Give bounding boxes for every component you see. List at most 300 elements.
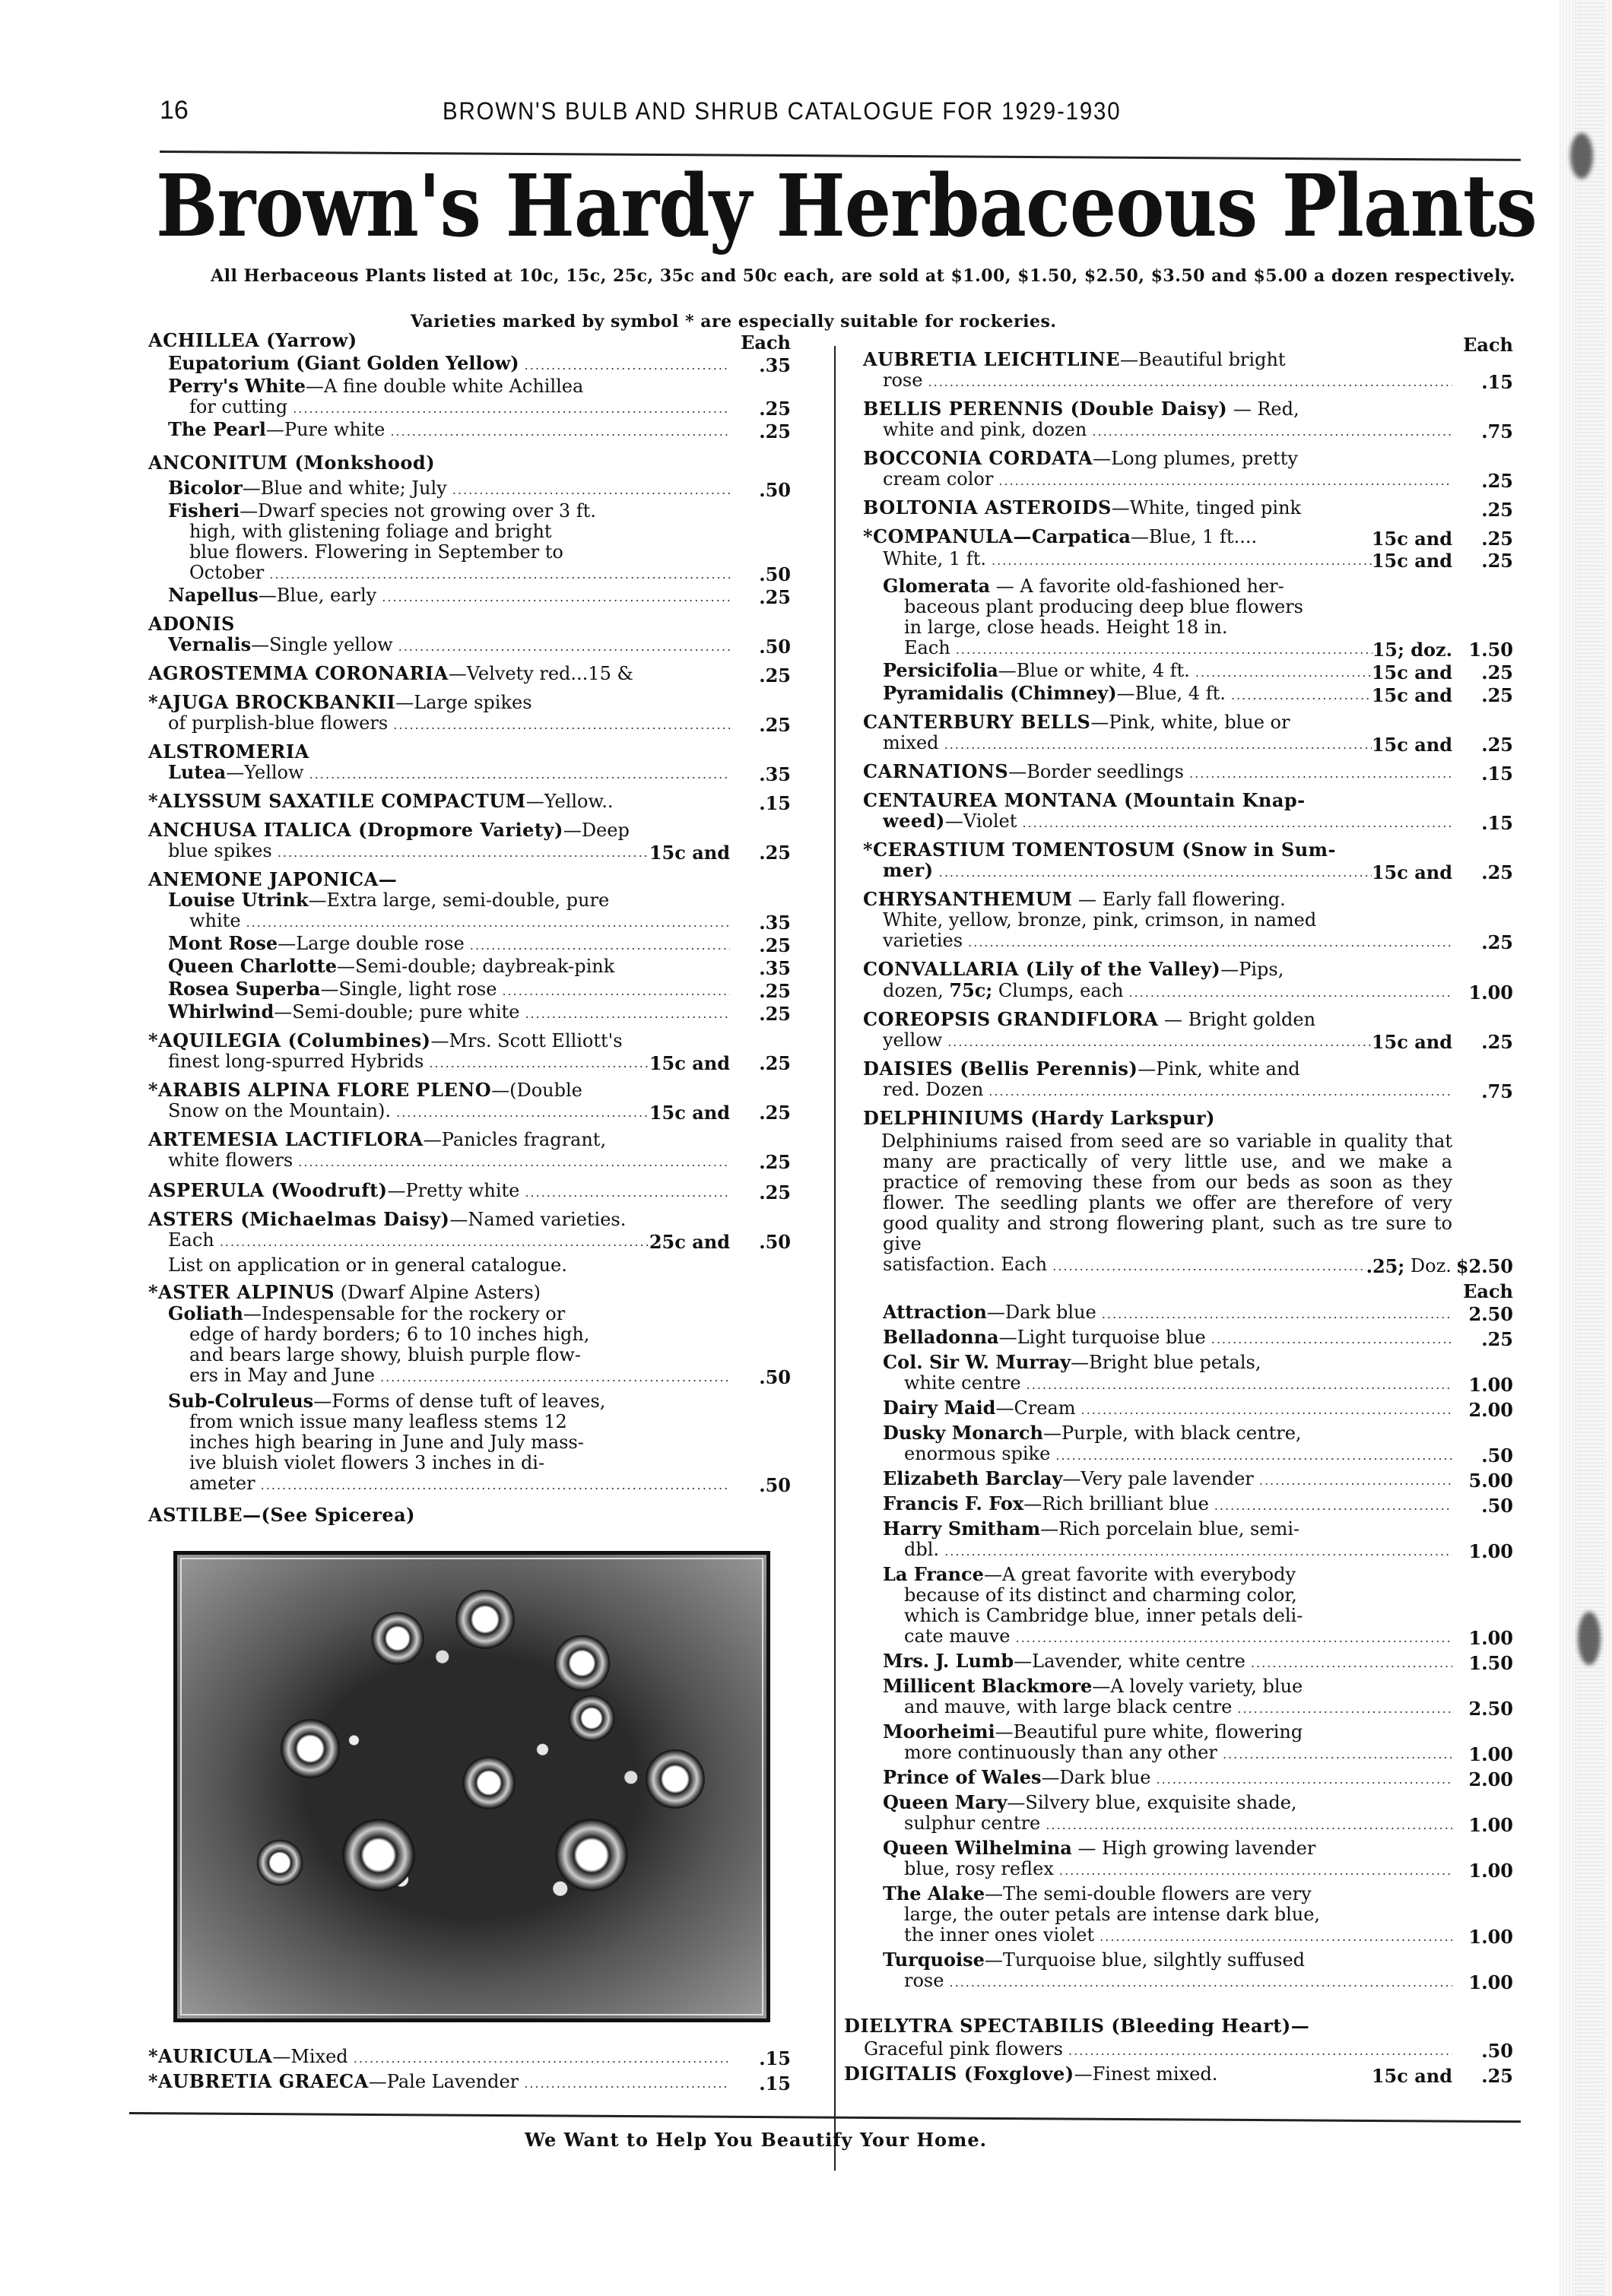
price: .25 — [759, 842, 791, 864]
list-item-cont — [148, 1365, 791, 1387]
list-item — [863, 1327, 1513, 1349]
list-item — [148, 353, 791, 376]
section-alyssum — [148, 791, 791, 813]
variety-desc: —Long plumes, pretty — [1093, 448, 1298, 469]
scan-blot — [1570, 133, 1593, 179]
list-item-cont — [148, 1473, 791, 1495]
variety-name: Louise Utrink — [168, 889, 309, 911]
variety-desc: sulphur centre ..... — [904, 1813, 1452, 1835]
variety-desc: —Silvery blue, exquisite shade, — [1007, 1792, 1297, 1813]
section-anchusa — [148, 820, 791, 863]
list-item — [148, 477, 791, 500]
list-item-cont — [863, 860, 1513, 883]
list-item — [863, 1651, 1513, 1673]
variety-desc: Graceful pink flowers ..... — [864, 2038, 1452, 2063]
delphinium-varieties — [863, 1302, 1513, 1993]
price-alt: 15c and — [649, 1052, 730, 1074]
variety-name: Lutea — [168, 762, 227, 783]
price-alt: 15c and — [1371, 734, 1452, 756]
variety-name: Francis F. Fox — [883, 1493, 1024, 1514]
variety-name: Dusky Monarch — [883, 1422, 1043, 1444]
variety-desc: —Blue or white, 4 ft. — [998, 660, 1190, 681]
price: .15 — [1481, 763, 1513, 785]
variety-desc: —Turquoise blue, silghtly suffused — [984, 1949, 1306, 1971]
genus-heading: CENTAUREA MONTANA (Mountain Knap- — [863, 789, 1306, 811]
variety-desc: large, the outer petals are intense dark blue, — [904, 1904, 1321, 1925]
variety-name: Belladonna — [883, 1327, 999, 1348]
scan-blot — [1578, 1612, 1601, 1665]
genus-heading: BOLTONIA ASTEROIDS — [863, 497, 1112, 519]
variety-desc: —Lavender, white centre — [1014, 1651, 1245, 1672]
variety-desc: —Pink, white and — [1138, 1058, 1300, 1080]
variety-desc: White, 1 ft. ..... — [883, 549, 1372, 571]
variety-desc: —A fine double white Achillea — [306, 376, 584, 397]
genus-heading: DIGITALIS (Foxglove) — [844, 2063, 1074, 2085]
list-item — [148, 890, 791, 911]
variety-name: Mrs. J. Lumb — [883, 1651, 1014, 1672]
list-item — [148, 1001, 791, 1024]
list-item — [148, 1303, 791, 1324]
footer-slogan: We Want to Help You Beautify Your Home. — [525, 2129, 988, 2151]
section-anconitum — [148, 452, 791, 607]
price: .25 — [1481, 931, 1513, 953]
section-bocconia — [863, 448, 1513, 491]
section-cerastium — [863, 839, 1513, 883]
list-item — [863, 526, 1513, 549]
genus-heading: ANEMONE JAPONICA— — [148, 868, 398, 890]
list-item — [148, 376, 791, 397]
price: .50 — [1481, 1495, 1513, 1517]
variety-desc: —Extra large, semi-double, pure — [308, 890, 610, 911]
list-item — [148, 956, 791, 978]
price-alt: 15c and — [1371, 528, 1452, 550]
price: .50 — [759, 636, 791, 658]
right-bottom-list — [844, 2015, 1513, 2088]
variety-desc: —Yellow — [226, 762, 304, 783]
each-label: Each — [741, 331, 791, 354]
variety-desc: —Pure white — [265, 419, 386, 440]
section-achillea-header — [148, 330, 791, 353]
price: 1.00 — [1468, 1540, 1513, 1562]
section-chrysanthemum — [863, 889, 1513, 953]
price: .25 — [1481, 861, 1513, 883]
genus-heading: ALSTROMERIA — [148, 740, 309, 763]
variety-name: The Pearl — [168, 419, 266, 440]
price: .15 — [759, 792, 791, 814]
list-item — [863, 1676, 1513, 1719]
price: .25 — [1481, 499, 1513, 521]
variety-desc: —Large double rose — [278, 933, 465, 954]
subtitle: All Herbaceous Plants listed at 10c, 15c, 25c, 35c and 50c each, are sold at $1.00, $1.50, $2.50, $3.50 and $5.00 a dozen respectively. — [211, 266, 1515, 286]
section-ajuga — [148, 692, 791, 735]
section-aubretia-leichtline — [863, 349, 1513, 392]
variety-desc: ameter ..... — [189, 1473, 730, 1495]
variety-desc: Clumps, each — [992, 980, 1124, 1001]
price: .25 — [1481, 550, 1513, 572]
variety-desc: —Rich porcelain blue, semi- — [1040, 1518, 1300, 1540]
price: 1.00 — [1468, 1971, 1513, 1993]
variety-desc: —Semi-double; pure white — [274, 1001, 520, 1023]
price: .25 — [759, 1102, 791, 1124]
price: .75 — [1481, 1080, 1513, 1102]
genus-heading: *COMPANULA— — [863, 526, 1032, 547]
genus-heading: CANTERBURY BELLS — [863, 711, 1091, 733]
list-item — [863, 549, 1513, 571]
section-delphiniums — [863, 1108, 1513, 1993]
genus-heading: ASPERULA (Woodruft) — [148, 1180, 388, 1201]
section-coreopsis — [863, 1009, 1513, 1052]
variety-name: Harry Smitham — [883, 1517, 1041, 1540]
variety-name: Col. Sir W. Murray — [883, 1351, 1071, 1373]
variety-name: Rosea Superba — [168, 978, 321, 1000]
section-agrostemma — [148, 663, 791, 686]
genus-heading: ANCONITUM (Monkshood) — [148, 452, 436, 474]
variety-desc: dozen, — [883, 980, 950, 1001]
page-header — [160, 96, 1513, 141]
price: 1.00 — [1468, 1743, 1513, 1765]
price: 1.00 — [1468, 1860, 1513, 1882]
variety-name: Persicifolia — [883, 660, 998, 681]
price: 2.50 — [1468, 1303, 1513, 1325]
variety-name: Turquoise — [883, 1949, 985, 1971]
variety-desc: —Dark blue — [986, 1302, 1096, 1323]
variety-desc: —Violet — [944, 810, 1017, 832]
list-item-cont — [863, 420, 1513, 442]
variety-desc: varieties ..... — [883, 931, 1452, 953]
price-alt: 15c and — [1371, 661, 1452, 683]
list-item — [148, 634, 791, 657]
variety-name: The Alake — [883, 1882, 985, 1904]
variety-desc: —Blue, early — [258, 585, 377, 606]
variety-desc: which is Cambridge blue, inner petals deli- — [904, 1605, 1303, 1626]
variety-name: Pyramidalis (Chimney) — [883, 683, 1117, 704]
variety-desc: —Light turquoise blue — [998, 1327, 1206, 1348]
price-doz: $2.50 — [1455, 1255, 1513, 1277]
variety-name: Vernalis — [168, 634, 252, 655]
genus-heading-cont: mer) — [883, 860, 934, 881]
price: 5.00 — [1468, 1470, 1513, 1492]
genus-heading: DIELYTRA SPECTABILIS (Bleeding Heart)— — [844, 2015, 1310, 2037]
price-alt: 15c and — [1371, 684, 1452, 706]
genus-heading: AGROSTEMMA CORONARIA — [148, 663, 449, 684]
variety-desc: —Finest mixed. — [1074, 2063, 1218, 2085]
left-column — [148, 330, 791, 1525]
variety-name: La France — [883, 1563, 984, 1585]
variety-desc: —Deep — [563, 820, 630, 841]
variety-desc: inches high bearing in June and July mass- — [189, 1432, 584, 1453]
variety-desc: — Bright golden — [1158, 1009, 1316, 1030]
price: .25 — [1481, 734, 1513, 756]
variety-desc: —Mrs. Scott Elliott's — [430, 1030, 623, 1051]
genus-heading: *ARABIS ALPINA FLORE PLENO — [148, 1079, 492, 1101]
variety-desc: and bears large showy, bluish purple flow- — [189, 1344, 581, 1365]
price: .25 — [1481, 470, 1513, 492]
variety-name: Perry's White — [168, 375, 306, 397]
delphinium-intro: Delphiniums raised from seed are so variable in quality that many are practically of very little use, and we make a practice of removing these from our beds as soon as they flower. The seedling plants we offer are therefore of very good quality and strong flowering plant, such as tre sure to give — [881, 1131, 1452, 1254]
list-item-cont — [863, 810, 1513, 833]
genus-heading: *AJUGA BROCKBANKII — [148, 691, 396, 713]
genus-note: (Dwarf Alpine Asters) — [340, 1282, 541, 1303]
price: .25 — [759, 980, 791, 1002]
variety-desc: Snow on the Mountain). ..... — [168, 1101, 649, 1123]
list-item — [148, 500, 791, 522]
genus-heading: CONVALLARIA (Lily of the Valley) — [863, 958, 1221, 980]
genus-heading: BELLIS PERENNIS (Double Daisy) — [863, 398, 1228, 420]
list-item — [863, 1422, 1513, 1466]
variety-name: Fisheri — [168, 499, 240, 522]
running-head: BROWN'S BULB AND SHRUB CATALOGUE FOR 1929-1930 — [443, 97, 1122, 125]
price: 2.00 — [1468, 1399, 1513, 1421]
list-item-cont — [863, 931, 1513, 953]
list-item-cont — [863, 638, 1513, 660]
genus-heading: DELPHINIUMS (Hardy Larkspur) — [863, 1107, 1216, 1129]
variety-name: Dairy Maid — [883, 1397, 996, 1419]
delphinium-intro-price — [863, 1254, 1513, 1276]
price: .25 — [759, 1151, 791, 1173]
price: 1.00 — [1468, 1926, 1513, 1948]
list-item-cont — [148, 1230, 791, 1252]
list-item-cont — [148, 1051, 791, 1073]
variety-desc: cream color ..... — [883, 469, 1452, 491]
genus-heading: ASTERS (Michaelmas Daisy) — [148, 1208, 450, 1230]
price: .25 — [1481, 1031, 1513, 1053]
variety-desc: —Cream — [995, 1397, 1076, 1419]
list-item — [148, 933, 791, 956]
price: .50 — [759, 1366, 791, 1388]
variety-name: Glomerata — [883, 575, 991, 597]
section-arabis — [148, 1080, 791, 1123]
price-alt: 15c and — [1371, 861, 1452, 883]
variety-desc: —Single yellow — [251, 634, 393, 655]
variety-desc: —Dark blue — [1041, 1767, 1151, 1788]
genus-heading: ACHILLEA (Yarrow) — [148, 330, 357, 351]
price: .35 — [759, 354, 791, 376]
variety-name: Carpatica — [1031, 526, 1131, 547]
section-anemone — [148, 869, 791, 1024]
column-divider — [834, 346, 836, 2171]
variety-name: Eupatorium (Giant Golden Yellow) — [168, 353, 519, 374]
variety-desc: blue, rosy reflex ..... — [904, 1859, 1452, 1881]
list-item — [148, 762, 791, 785]
section-alstromeria — [148, 741, 791, 785]
variety-desc: —Large spikes — [395, 692, 532, 713]
price-alt: 15; doz. — [1372, 639, 1452, 661]
variety-desc: —Mixed — [272, 2046, 348, 2067]
variety-desc: of purplish-blue flowers ..... — [168, 713, 730, 735]
genus-heading: *AQUILEGIA (Columbines) — [148, 1029, 431, 1051]
variety-name: Prince of Wales — [883, 1767, 1042, 1788]
price: 1.00 — [1468, 1627, 1513, 1649]
list-item — [863, 1767, 1513, 1790]
scan-edge — [1559, 0, 1612, 2296]
price: 2.00 — [1468, 1768, 1513, 1790]
section-astilbe: ASTILBE—(See Spicerea) — [148, 1504, 416, 1526]
section-digitalis — [844, 2063, 1513, 2088]
variety-name: Attraction — [883, 1302, 987, 1323]
genus-heading: ADONIS — [148, 613, 235, 635]
genus-heading-cont: weed) — [883, 810, 945, 832]
list-item — [863, 1493, 1513, 1516]
variety-desc: —Forms of dense tuft of leaves, — [313, 1391, 606, 1412]
price-alt: 15c and — [1371, 550, 1452, 572]
left-bottom-list — [148, 2045, 791, 2095]
list-item-cont — [148, 1101, 791, 1123]
price: .25 — [759, 1181, 791, 1203]
genus-heading: *CERASTIUM TOMENTOSUM (Snow in Sum- — [863, 839, 1337, 861]
genus-heading: CARNATIONS — [863, 761, 1009, 782]
variety-desc: white ..... — [189, 911, 730, 933]
section-centaurea — [863, 790, 1513, 833]
section-auricula — [148, 2045, 791, 2070]
list-item — [148, 1391, 791, 1412]
list-item — [148, 978, 791, 1001]
variety-desc: —Pink, white, blue or — [1090, 712, 1290, 733]
price: .25 — [759, 934, 791, 956]
variety-desc: — High growing lavender — [1071, 1838, 1316, 1859]
variety-name: Sub-Colruleus — [168, 1390, 314, 1412]
price: 1.00 — [1468, 1814, 1513, 1836]
variety-desc: satisfaction. Each ..... — [883, 1254, 1366, 1276]
variety-desc: blue flowers. Flowering in September to — [189, 541, 563, 563]
genus-heading: *AURICULA — [148, 2045, 273, 2067]
price: .25 — [759, 1003, 791, 1025]
variety-desc: white centre ..... — [904, 1373, 1452, 1395]
section-carnations — [863, 761, 1513, 784]
variety-desc: more continuously than any other ..... — [904, 1743, 1452, 1765]
price: .25 — [759, 1052, 791, 1074]
section-daisies — [863, 1058, 1513, 1102]
price-alt: 15c and — [649, 842, 730, 864]
variety-desc: from wnich issue many leafless stems 12 — [189, 1411, 567, 1432]
page-number: 16 — [160, 96, 189, 125]
section-asperula — [148, 1180, 791, 1203]
price: .35 — [759, 763, 791, 785]
variety-desc: —Bright blue petals, — [1071, 1352, 1261, 1373]
variety-desc: —Single, light rose — [320, 978, 497, 1000]
variety-name: Moorheimi — [883, 1720, 995, 1743]
variety-desc: —Very pale lavender — [1062, 1468, 1254, 1489]
variety-name: Goliath — [168, 1302, 243, 1324]
list-item — [863, 1721, 1513, 1765]
variety-desc: — Red, — [1227, 398, 1299, 420]
price: .25 — [1481, 661, 1513, 683]
price: .50 — [1481, 1445, 1513, 1467]
variety-desc: White, yellow, bronze, pink, crimson, in named — [883, 909, 1317, 931]
price: .25 — [759, 714, 791, 736]
variety-desc: rose ..... — [904, 1971, 1452, 1993]
list-item-cont — [863, 1080, 1513, 1102]
variety-name: Bicolor — [168, 477, 243, 499]
variety-desc: —A lovely variety, blue — [1092, 1676, 1303, 1697]
variety-desc: —Blue and white; July — [242, 477, 447, 499]
section-adonis — [148, 614, 791, 657]
price: 2.50 — [1468, 1698, 1513, 1720]
flower-cluster-image — [185, 1562, 759, 2011]
variety-name: Millicent Blackmore — [883, 1675, 1093, 1697]
section-canterbury — [863, 712, 1513, 755]
variety-name: Elizabeth Barclay — [883, 1468, 1063, 1489]
doz-label: Doz. — [1410, 1255, 1452, 1276]
variety-desc: — Early fall flowering. — [1072, 889, 1286, 910]
variety-name: Queen Mary — [883, 1791, 1008, 1813]
variety-desc: finest long-spurred Hybrids ..... — [168, 1051, 649, 1073]
variety-name: Mont Rose — [168, 933, 278, 954]
price: .35 — [759, 912, 791, 934]
variety-desc: —Rich brilliant blue — [1023, 1493, 1209, 1514]
price: .15 — [759, 2072, 791, 2095]
variety-desc: for cutting ..... — [189, 397, 730, 419]
variety-desc: cate mauve ..... — [904, 1626, 1452, 1648]
variety-desc: —A great favorite with everybody — [983, 1564, 1296, 1585]
list-item-cont — [148, 1150, 791, 1172]
price: .15 — [1481, 812, 1513, 834]
list-item-cont — [863, 370, 1513, 392]
price: .25 — [1481, 2065, 1513, 2087]
variety-desc: —Beautiful pure white, flowering — [995, 1721, 1303, 1743]
genus-heading: COREOPSIS GRANDIFLORA — [863, 1008, 1159, 1030]
price: .15 — [759, 2047, 791, 2069]
each-label: Each — [1463, 334, 1513, 356]
variety-desc: the inner ones violet ..... — [904, 1925, 1452, 1947]
list-item — [863, 1838, 1513, 1881]
list-item — [863, 683, 1513, 706]
list-item — [863, 1302, 1513, 1324]
footer-rule — [129, 2112, 1521, 2123]
genus-heading: CHRYSANTHEMUM — [863, 888, 1073, 910]
variety-desc: October ..... — [189, 563, 730, 585]
price: .50 — [759, 563, 791, 585]
price: .75 — [1481, 420, 1513, 442]
variety-desc: —Pips, — [1220, 959, 1284, 980]
list-item-cont — [863, 1030, 1513, 1052]
section-aster-alpinus — [148, 1282, 791, 1495]
section-artemesia — [148, 1129, 791, 1172]
price-each: .25; — [1366, 1255, 1405, 1277]
page-title: Brown's Hardy Herbaceous Plants — [156, 157, 1537, 256]
variety-desc: —Named varieties. — [449, 1209, 627, 1230]
variety-desc: —Velvety red...15 & — [448, 663, 633, 684]
list-item — [863, 1397, 1513, 1420]
list-item-cont — [863, 733, 1513, 755]
genus-heading: ARTEMESIA LACTIFLORA — [148, 1128, 424, 1150]
variety-desc: yellow ..... — [883, 1030, 1372, 1052]
genus-heading: *ALYSSUM SAXATILE COMPACTUM — [148, 791, 526, 812]
price: .50 — [759, 1231, 791, 1253]
price: .25 — [759, 664, 791, 687]
list-item — [148, 419, 791, 442]
variety-name: Napellus — [168, 585, 259, 606]
variety-desc: enormous spike ..... — [904, 1444, 1452, 1466]
price-alt: 25c and — [649, 1231, 730, 1253]
genus-heading: AUBRETIA LEICHTLINE — [863, 348, 1120, 370]
variety-name: Queen Wilhelmina — [883, 1837, 1072, 1859]
price: .15 — [1481, 371, 1513, 393]
price: .25 — [759, 586, 791, 608]
variety-desc: ive bluish violet flowers 3 inches in di- — [189, 1452, 545, 1473]
price: .25 — [1481, 1328, 1513, 1350]
variety-desc: because of its distinct and charming color, — [904, 1584, 1297, 1606]
variety-desc: edge of hardy borders; 6 to 10 inches high, — [189, 1324, 590, 1345]
variety-desc: rose ..... — [883, 370, 1452, 392]
list-item-cont — [148, 841, 791, 863]
section-achillea — [148, 353, 791, 442]
variety-desc: ers in May and June ..... — [189, 1365, 730, 1387]
variety-desc: blue spikes ..... — [168, 841, 649, 863]
variety-desc: dbl. ..... — [904, 1540, 1452, 1562]
variety-desc: mixed ..... — [883, 733, 1372, 755]
price: .25 — [759, 420, 791, 442]
variety-desc: Each ..... — [168, 1230, 649, 1252]
